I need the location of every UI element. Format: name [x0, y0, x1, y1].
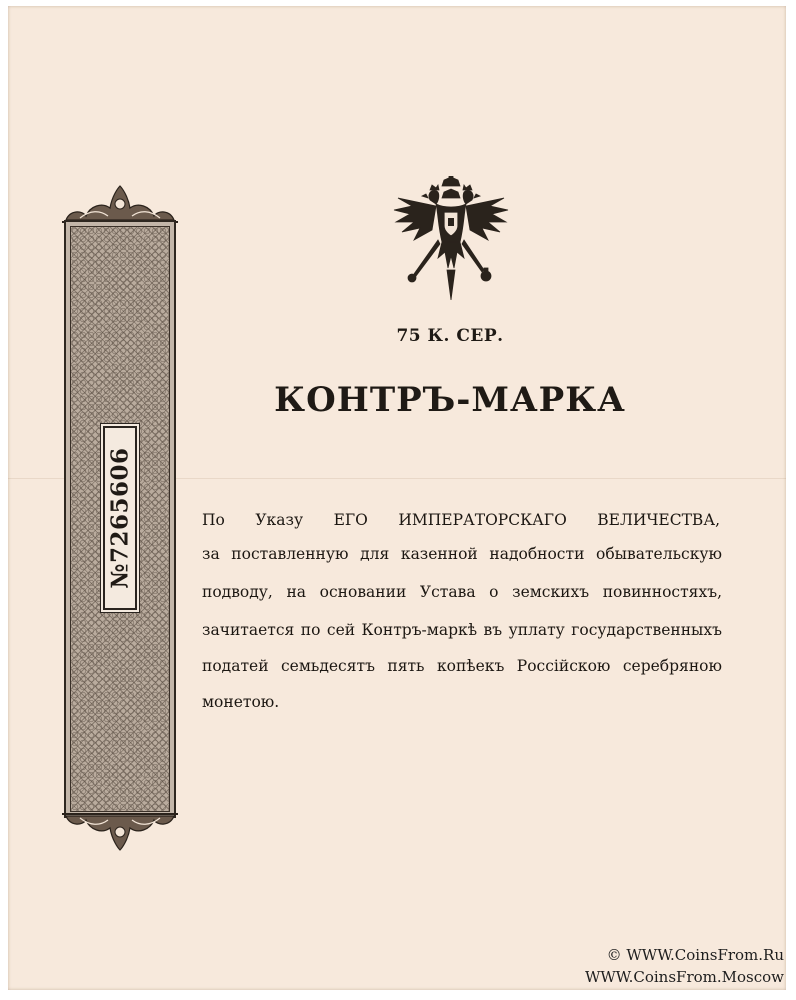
serial-number: №7265606: [106, 447, 134, 589]
body-line: податей семьдесятъ пять копѣекъ Россійскою серебряною: [202, 657, 722, 675]
document-title: КОНТРЪ-МАРКА: [274, 380, 626, 420]
body-line: По Указу ЕГО ИМПЕРАТОРСКАГО ВЕЛИЧЕСТВА,: [202, 511, 720, 529]
ornament-top-icon: [60, 180, 180, 224]
ornamental-side-strip: [64, 220, 176, 818]
body-line: монетою.: [202, 693, 280, 711]
denomination: 75 К. СЕР.: [396, 326, 504, 346]
body-line: за поставленную для казенной надобности обывательскую: [202, 545, 722, 563]
body-line: подводу, на основании Устава о земскихъ повинностяхъ,: [202, 583, 722, 601]
imperial-eagle-crest-icon: [392, 176, 510, 304]
watermark-line-2: WWW.CoinsFrom.Moscow: [584, 968, 784, 986]
serial-number-box: [103, 426, 137, 610]
body-line: зачитается по сей Контръ-маркѣ въ уплату государственныхъ: [202, 621, 722, 639]
watermark-line-1: © WWW.CoinsFrom.Ru: [606, 946, 784, 964]
ornament-bottom-icon: [60, 812, 180, 856]
